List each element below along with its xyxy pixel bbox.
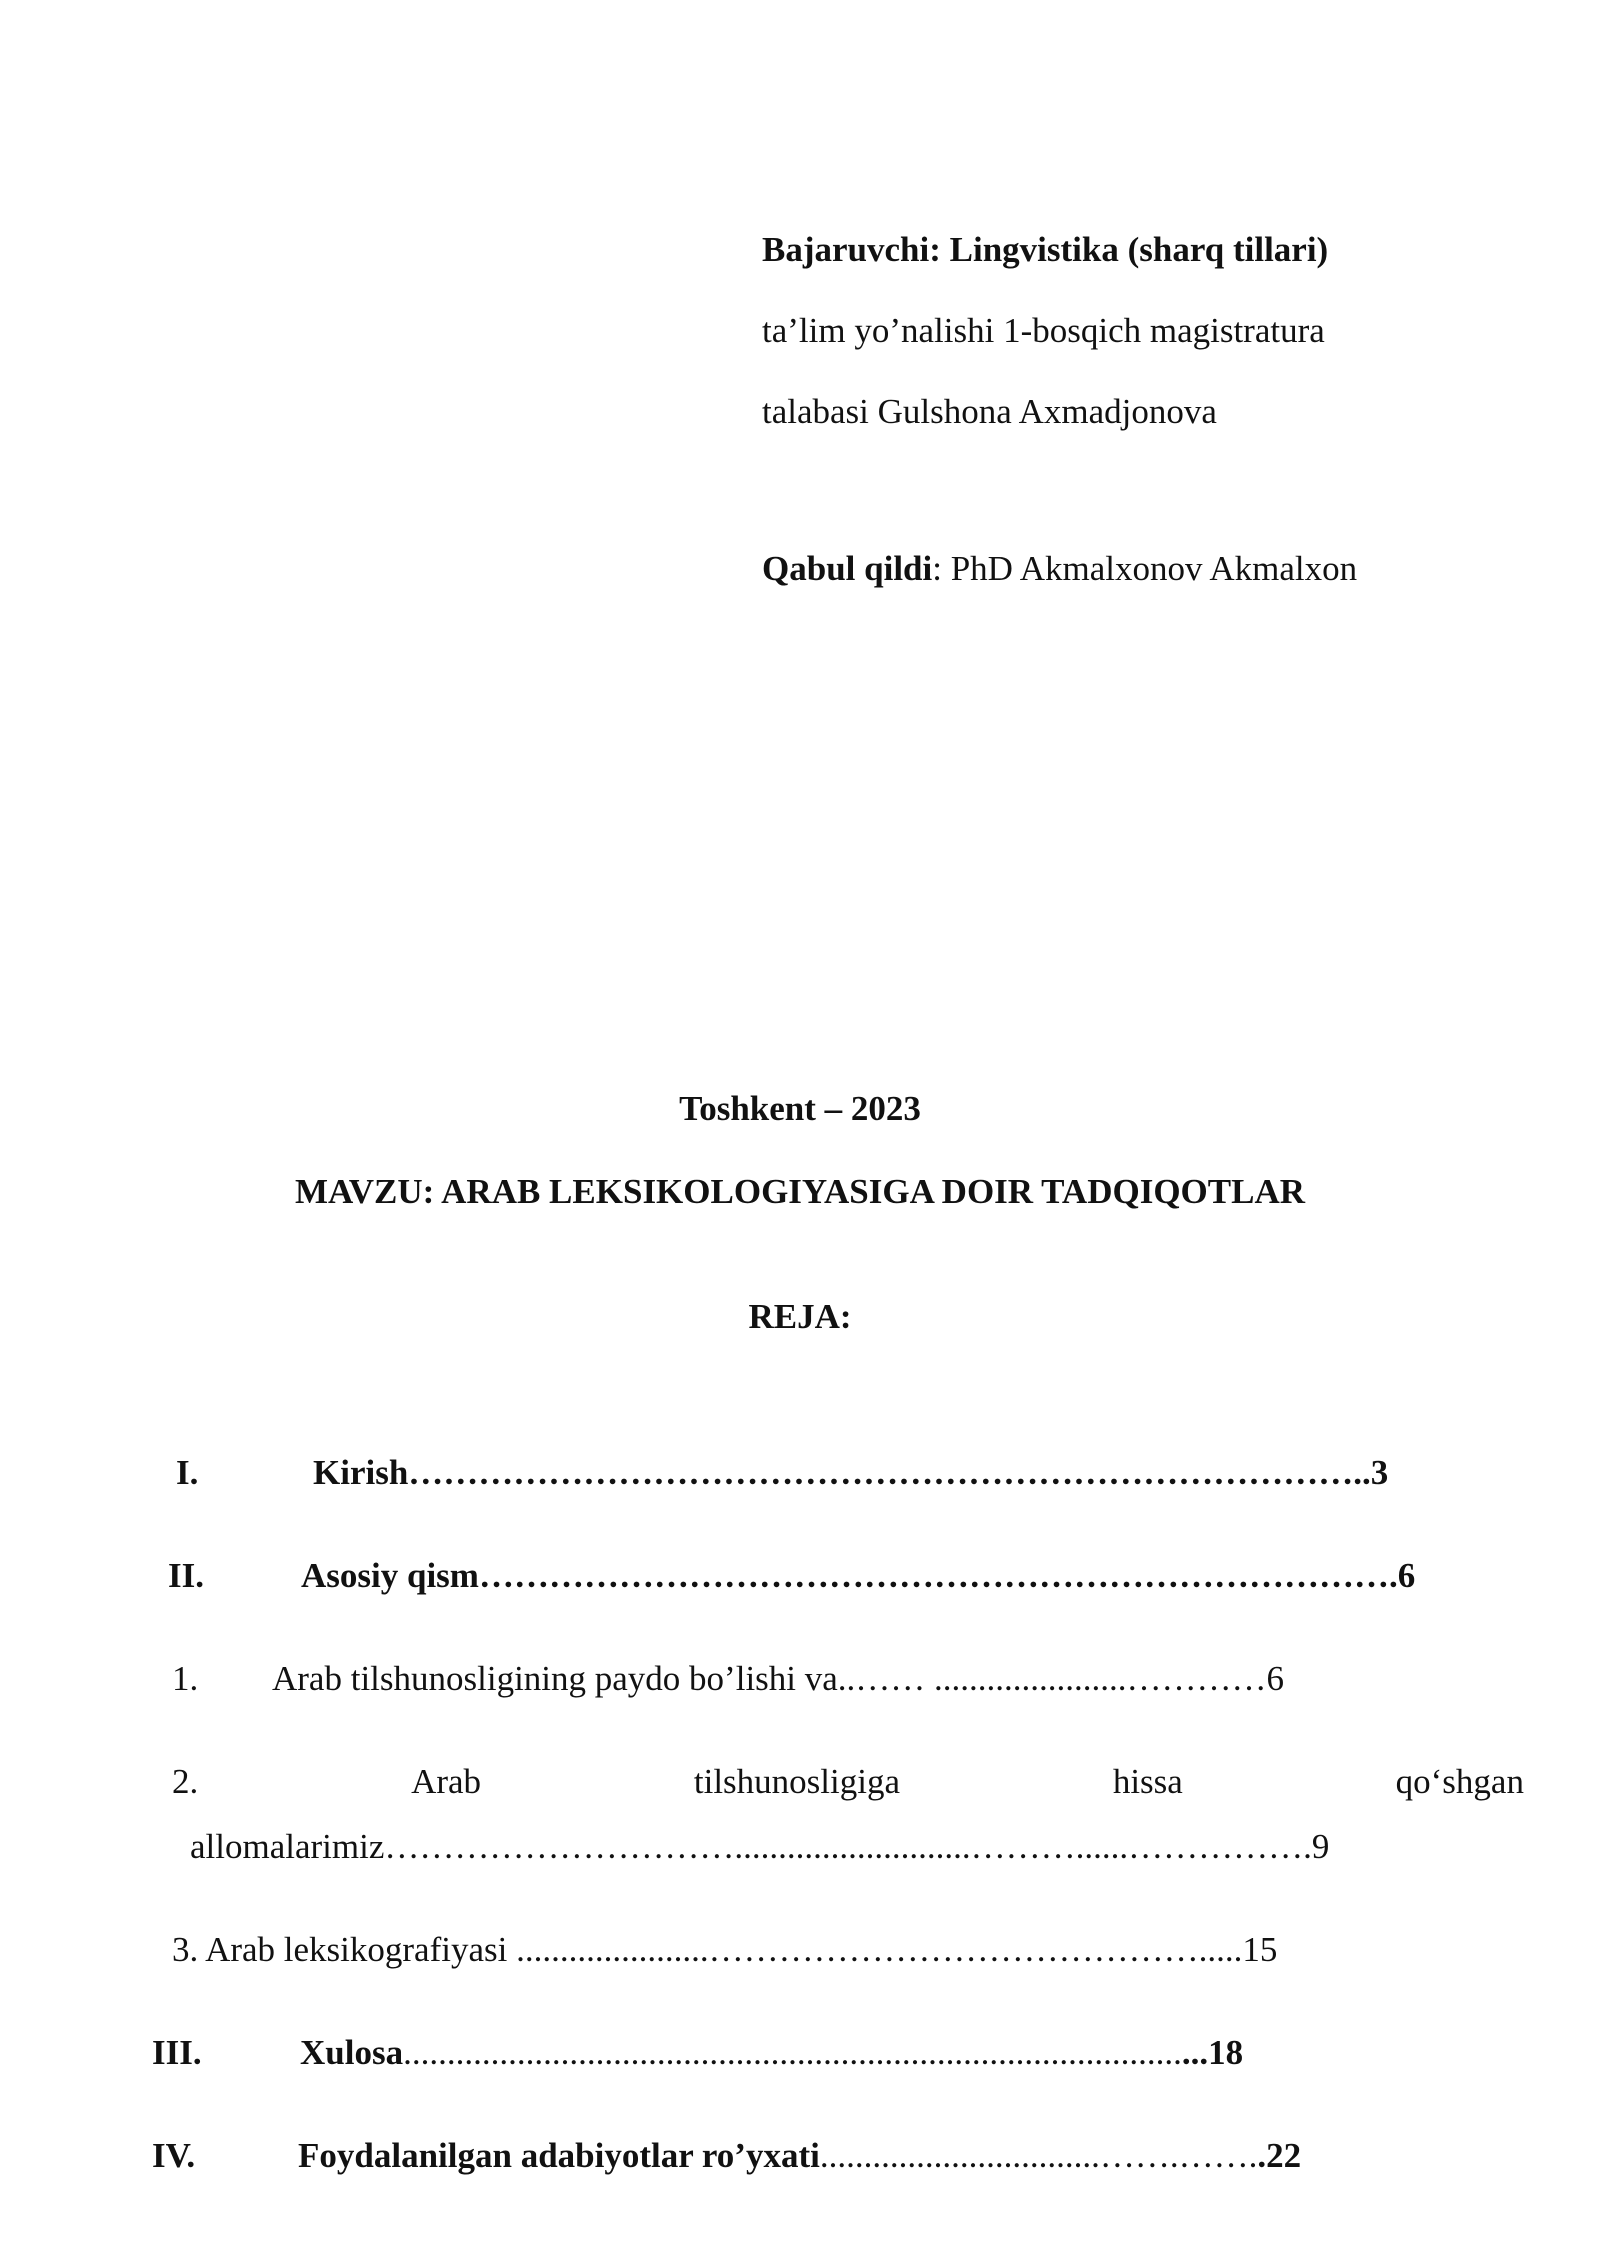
toc-entry: Xulosa............................................................................................18 bbox=[300, 2033, 1244, 2072]
toc-page: 15 bbox=[1242, 1930, 1278, 1969]
toc-dots: ......................……………………………………..... bbox=[516, 1930, 1243, 1969]
author-label: Bajaruvchi: bbox=[762, 230, 941, 269]
toc-entry: Arab tilshunosligining paydo bo’lishi va..…… ......................…………6 bbox=[272, 1659, 1285, 1698]
toc-dots: ..…… ......................………… bbox=[837, 1659, 1267, 1698]
accepted-label: Qabul qildi bbox=[762, 549, 933, 588]
toc-dots: ……………………………………………………………………. bbox=[478, 1556, 1398, 1595]
toc-dots: ……………………………………………………………………….. bbox=[408, 1453, 1371, 1492]
toc-subitem-2-line-2 bbox=[190, 1825, 1329, 1869]
author-line-3: talabasi Gulshona Axmadjonova bbox=[762, 392, 1217, 431]
toc-page: 9 bbox=[1311, 1827, 1330, 1866]
toc-page: .22 bbox=[1257, 2136, 1302, 2175]
toc-number: I. bbox=[176, 1453, 199, 1492]
toc-word: tilshunosligiga bbox=[693, 1762, 900, 1801]
toc-subitem-3 bbox=[172, 1928, 1277, 1972]
toc-subitem-2-line-1 bbox=[172, 1760, 1524, 1804]
toc-number: 2. bbox=[172, 1762, 199, 1801]
toc-dots: ......................................................................................... bbox=[403, 2033, 1182, 2072]
author-line-1 bbox=[762, 228, 1328, 272]
toc-dots: …………………………...........................………......……………. bbox=[384, 1827, 1312, 1866]
toc-number: 1. bbox=[172, 1659, 199, 1698]
toc-dots: ................................…….……. bbox=[819, 2136, 1258, 2175]
toc-number: III. bbox=[152, 2033, 202, 2072]
toc-page: 3 bbox=[1370, 1453, 1389, 1492]
toc-page: 6 bbox=[1266, 1659, 1285, 1698]
toc-entry: Kirish………………………………………………………………………..3 bbox=[313, 1453, 1389, 1492]
accepted-line bbox=[762, 547, 1357, 591]
toc-page: 6 bbox=[1397, 1556, 1416, 1595]
toc-entry: Foydalanilgan adabiyotlar ro’yxati................................…….……..22 bbox=[298, 2136, 1302, 2175]
toc-entry: allomalarimiz bbox=[190, 1827, 385, 1866]
toc-word: hissa bbox=[1112, 1762, 1183, 1801]
toc-number: II. bbox=[168, 1556, 204, 1595]
author-program: Lingvistika (sharq tillari) bbox=[949, 230, 1329, 269]
topic-title: MAVZU: ARAB LEKSIKOLOGIYASIGA DOIR TADQIQOTLAR bbox=[294, 1172, 1306, 1211]
toc-word: qo‘shgan bbox=[1395, 1762, 1524, 1801]
accepted-value: : PhD Akmalxonov Akmalxon bbox=[932, 549, 1358, 588]
toc-number: IV. bbox=[152, 2136, 196, 2175]
city-year: Toshkent – 2023 bbox=[679, 1089, 921, 1128]
toc-page: ...18 bbox=[1181, 2033, 1244, 2072]
toc-entry: Asosiy qism…………………………………………………………………….6 bbox=[301, 1556, 1416, 1595]
plan-title: REJA: bbox=[748, 1297, 852, 1336]
toc-word: Arab bbox=[411, 1762, 482, 1801]
author-line-2: ta’lim yo’nalishi 1-bosqich magistratura bbox=[762, 311, 1325, 350]
toc-entry: 3. Arab leksikografiyasi bbox=[172, 1930, 517, 1969]
